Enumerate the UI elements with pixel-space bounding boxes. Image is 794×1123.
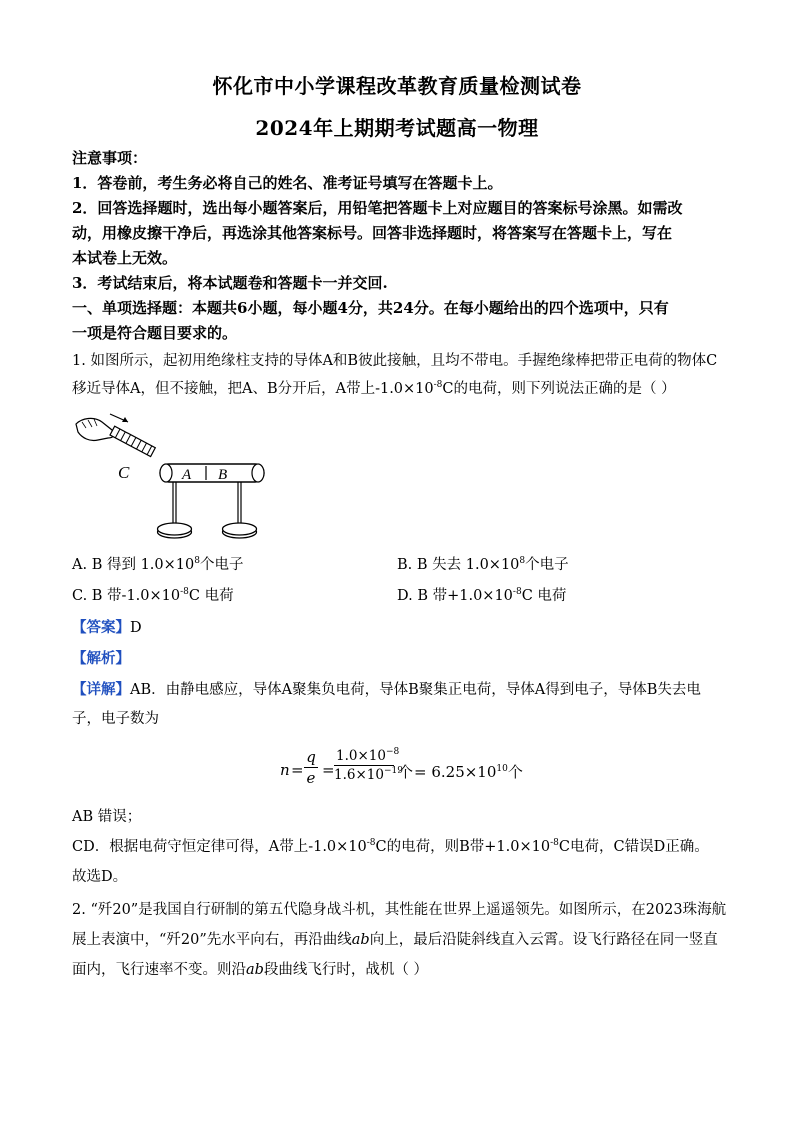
q1-detail-b: 子，电子数为 bbox=[72, 711, 159, 727]
q1-formula: n = $\frac{q}{e}$ = $\frac{1.0\times 10^{-8}}{1.6\times 10^{-19}}$ 个 = $6.25\times 10^{10}$个 bbox=[280, 747, 523, 787]
charged-rod-c bbox=[110, 426, 155, 456]
q1-cd-explanation: CD．根据电荷守恒定律可得，A带上$-1.0\times 10^{-8}C$的电荷，则B带$+1.0\times 10^{-8}C$电荷，C错误D正确。 bbox=[72, 838, 709, 855]
q1-stem-b: 移近导体A，但不接触，把A、B分开后，A带上$-1.0\times 10^{-8}C$的电荷，则下列说法正确的是（ ） bbox=[72, 380, 676, 397]
q1-option-a: A. B 得到 $1.0\times 10^8$个电子 bbox=[72, 556, 244, 573]
q1-stem-a: 1. 如图所示，起初用绝缘柱支持的导体A和B彼此接触，且均不带电。手握绝缘棒把带正电荷的物体C bbox=[72, 353, 718, 369]
notice-item-3: 3．考试结束后，将本试题卷和答题卡一并交回. bbox=[72, 274, 388, 292]
q1-option-b: B. B 失去 $1.0\times 10^8$个电子 bbox=[397, 556, 569, 573]
conductor-ab bbox=[160, 464, 264, 482]
label-a: A bbox=[182, 467, 192, 483]
q1-answer: 【答案】D bbox=[72, 619, 142, 636]
section1-heading-a: 一、单项选择题：本题共6小题，每小题4分，共24分。在每小题给出的四个选项中，只有 bbox=[72, 299, 669, 317]
notice-heading: 注意事项： bbox=[72, 149, 148, 167]
notice-item-2b: 动，用橡皮擦干净后，再选涂其他答案标号。回答非选择题时，将答案写在答题卡上，写在 bbox=[72, 224, 673, 242]
section1-heading-b: 一项是符合题目要求的。 bbox=[72, 324, 238, 342]
q1-figure bbox=[72, 408, 272, 548]
q1-ab-wrong: AB 错误； bbox=[72, 809, 142, 825]
q1-option-d: D. B 带$+1.0\times 10^{-8}C$ 电荷 bbox=[397, 587, 567, 604]
q2-stem-a: 2. “歼20”是我国自行研制的第五代隐身战斗机，其性能在世界上遥遥领先。如图所示，在2023珠海航 bbox=[72, 902, 727, 918]
label-b: B bbox=[218, 467, 228, 483]
notice-item-2a: 2．回答选择题时，选出每小题答案后，用铅笔把答题卡上对应题目的答案标号涂黑。如需改 bbox=[72, 199, 683, 217]
q1-option-c: C. B 带$-1.0\times 10^{-8}C$ 电荷 bbox=[72, 587, 234, 604]
q2-stem-b: 展上表演中，“歼20”先水平向右，再沿曲线ab向上，最后沿陡斜线直入云霄。设飞行路径在同一竖直 bbox=[72, 932, 718, 948]
label-c: C bbox=[118, 463, 130, 482]
q1-analysis-tag: 【解析】 bbox=[72, 650, 130, 667]
notice-item-1: 1．答卷前，考生务必将自己的姓名、准考证号填写在答题卡上。 bbox=[72, 174, 503, 192]
q1-detail-a: 【详解】AB．由静电感应，导体A聚集负电荷，导体B聚集正电荷，导体A得到电子，导体B失去电 bbox=[72, 681, 701, 698]
notice-item-2c: 本试卷上无效。 bbox=[72, 249, 178, 267]
q1-conclusion: 故选D。 bbox=[72, 869, 128, 885]
exam-title-line2: 2024年上期期考试题高一物理 bbox=[255, 116, 539, 140]
q2-stem-c: 面内，飞行速率不变。则沿ab段曲线飞行时，战机（ ） bbox=[72, 962, 429, 978]
exam-title-line1: 怀化市中小学课程改革教育质量检测试卷 bbox=[212, 74, 582, 98]
